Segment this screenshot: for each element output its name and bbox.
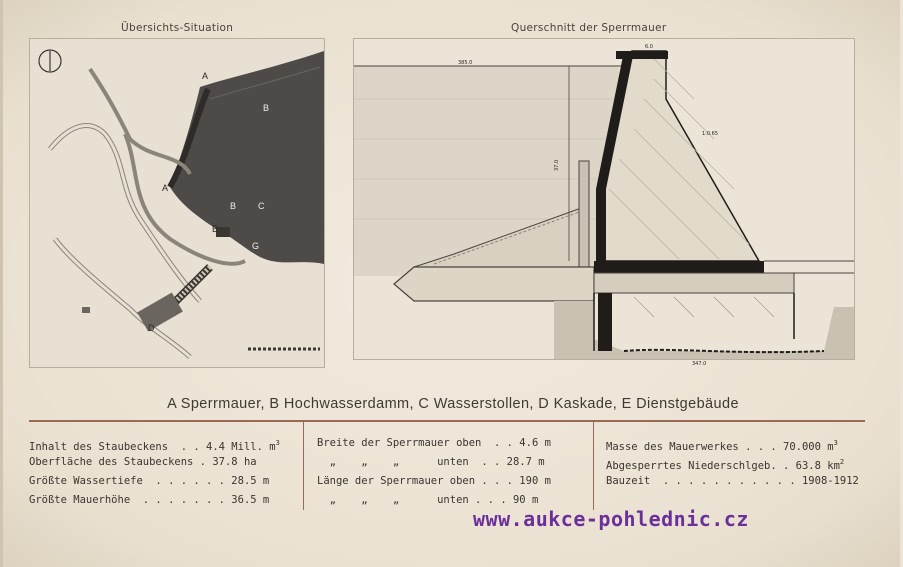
- bottom-level-label: 347.0: [692, 361, 707, 367]
- slope-label: 1:0.65: [702, 131, 718, 137]
- divider-2: [593, 420, 594, 510]
- stat-label: „ „ „ unten . . .: [317, 494, 507, 506]
- stat-row: [29, 453, 299, 472]
- top-level-label: 385.0: [458, 60, 473, 66]
- stat-row: [606, 434, 886, 453]
- stat-value: 90 m: [512, 494, 539, 506]
- divider-1: [303, 420, 304, 510]
- overview-map: [29, 38, 325, 368]
- stat-label: Breite der Sperrmauer oben . .: [317, 437, 513, 449]
- stat-row: [606, 453, 886, 472]
- stat-value: 1908-1912: [801, 475, 859, 487]
- map-title: Übersichts-Situation: [121, 22, 234, 34]
- stat-label: „ „ „ unten . .: [317, 456, 501, 468]
- stat-label: Größte Wassertiefe . . . . . .: [29, 475, 225, 487]
- stat-value: 63.8 km: [795, 460, 840, 472]
- stat-row: [606, 472, 886, 491]
- height-label: 37.0: [554, 159, 560, 171]
- stat-label: Bauzeit . . . . . . . . . . .: [606, 475, 796, 487]
- stats-column-1: [29, 434, 299, 510]
- stat-value: 4.6 m: [519, 437, 551, 449]
- stat-row: [317, 453, 589, 472]
- map-label-g: G: [252, 241, 260, 251]
- stat-row: [29, 491, 299, 510]
- watermark-url: www.aukce-pohlednic.cz: [473, 507, 749, 531]
- stat-value: 4.4 Mill. m: [206, 441, 276, 453]
- crest-width-label: 6.0: [645, 44, 653, 50]
- stat-value: 28.7 m: [506, 456, 545, 468]
- stats-column-3: [606, 434, 886, 491]
- map-label-d: D: [148, 323, 155, 333]
- stat-label: Masse des Mauerwerkes . . .: [606, 441, 777, 453]
- stat-row: [317, 434, 589, 453]
- stat-label: Größte Mauerhöhe . . . . . . .: [29, 494, 225, 506]
- map-label-c: C: [258, 201, 265, 211]
- stat-value: 190 m: [519, 475, 551, 487]
- stats-column-2: [317, 434, 589, 510]
- stat-unit-exponent: 3: [833, 439, 838, 447]
- stat-row: [29, 434, 299, 453]
- top-rule: [29, 420, 865, 422]
- dam-cross-section: [353, 38, 855, 367]
- stat-label: Abgesperrtes Niederschlgeb. .: [606, 460, 790, 472]
- stat-row: [29, 472, 299, 491]
- map-label-b-top: B: [263, 103, 270, 113]
- stat-row: [317, 472, 589, 491]
- stat-value: 28.5 m: [231, 475, 270, 487]
- stat-value: 36.5 m: [231, 494, 270, 506]
- map-label-e: E: [212, 224, 219, 234]
- map-label-a-top: A: [202, 71, 209, 81]
- stat-label: Oberfläche des Staubeckens .: [29, 456, 207, 468]
- legend-line: A Sperrmauer, B Hochwasserdamm, C Wasserstollen, D Kaskade, E Dienstgebäude: [167, 396, 739, 412]
- stat-label: Länge der Sperrmauer oben . . .: [317, 475, 513, 487]
- stat-unit-exponent: 3: [275, 439, 280, 447]
- map-label-a-dam: A: [162, 183, 169, 193]
- stat-unit-exponent: 2: [839, 458, 845, 466]
- stat-value: 37.8 ha: [212, 456, 257, 468]
- map-label-b-dam: B: [230, 201, 237, 211]
- section-title: Querschnitt der Sperrmauer: [511, 22, 667, 34]
- stat-value: 70.000 m: [783, 441, 834, 453]
- stat-label: Inhalt des Staubeckens . .: [29, 441, 200, 453]
